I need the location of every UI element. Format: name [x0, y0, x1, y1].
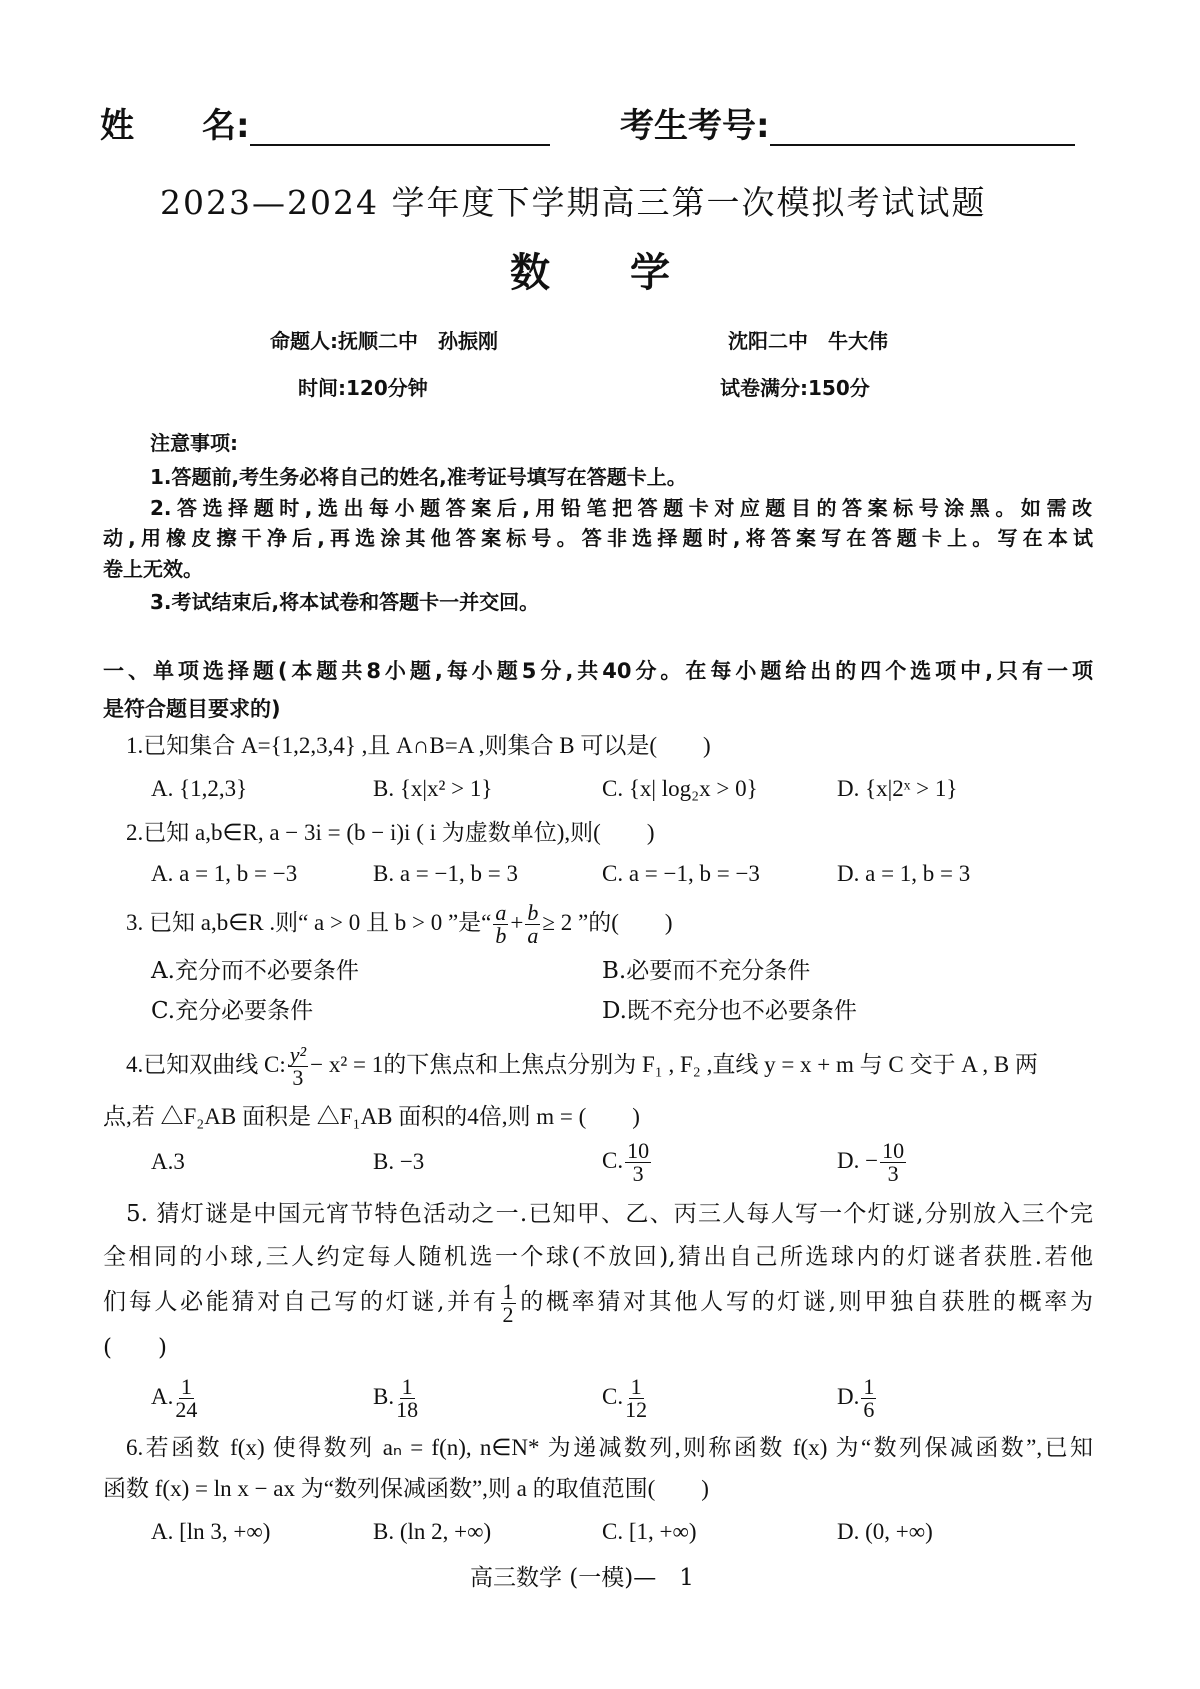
fraction [625, 1140, 651, 1185]
q6-option-a: A. [ln 3, +∞) [151, 1519, 271, 1544]
fraction [501, 1278, 516, 1327]
q3-option-a: A.充分而不必要条件 [151, 958, 359, 984]
denominator: a [527, 923, 539, 949]
q4-stem [126, 1041, 1038, 1089]
fraction [493, 902, 508, 947]
q3-text: 3. 已知 a,b∈R .则“ a > 0 且 b > 0 ”是“ [126, 910, 492, 935]
q6-line-2: 函数 f(x) = ln x − ax 为“数列保减函数”,则 a 的取值范围( ) [103, 1476, 709, 1501]
fraction [625, 1376, 647, 1421]
notes-title: 注意事项: [150, 431, 238, 455]
note-2c: 卷上无效。 [103, 557, 203, 581]
q4-text-end: − x² = 1的下焦点和上焦点分别为 F₁ , F₂ ,直线 y = x + m 与 C 交于 A , B 两 [310, 1052, 1038, 1077]
q2-option-d: D. a = 1, b = 3 [837, 861, 971, 886]
section-heading-cont: 是符合题目要求的) [103, 697, 281, 721]
numerator: 10 [882, 1138, 905, 1164]
fraction [288, 1044, 308, 1089]
q2-option-c: C. a = −1, b = −3 [602, 861, 760, 886]
exam-title: 2023—2024 学年度下学期高三第一次模拟考试试题 [160, 183, 987, 222]
numerator: 10 [627, 1138, 650, 1164]
option-label: B. [373, 1384, 395, 1409]
numerator: 1 [863, 1374, 875, 1400]
subject-title: 数 学 [510, 250, 670, 296]
q1-option-d: D. {x|2ˣ > 1} [837, 776, 958, 801]
q5-option-a [151, 1372, 199, 1422]
fraction [880, 1140, 906, 1185]
q3-option-b: B.必要而不充分条件 [602, 958, 811, 984]
q5-text: 们每人必能猜对自己写的灯谜,并有 [103, 1289, 499, 1315]
denominator: 3 [887, 1161, 899, 1187]
full-score: 试卷满分:150分 [720, 376, 870, 400]
numerator: 1 [180, 1374, 192, 1400]
denominator: 3 [292, 1065, 304, 1091]
numerator: 1 [401, 1374, 413, 1400]
q1-option-a: A. {1,2,3} [151, 776, 248, 801]
option-label: D. [837, 1384, 860, 1409]
q2-stem: 2.已知 a,b∈R, a − 3i = (b − i)i ( i 为虚数单位),则( ) [126, 820, 655, 845]
note-2b: 动,用橡皮擦干净后,再选涂其他答案标号。答非选择题时,将答案写在答题卡上。写在本试 [103, 526, 1093, 550]
numerator: y² [289, 1042, 307, 1068]
q5-option-c [602, 1372, 649, 1422]
name-field[interactable] [100, 106, 550, 146]
option-label: A. [151, 1384, 174, 1409]
option-label: C. [602, 1148, 624, 1173]
authors-left: 命题人:抚顺二中 孙振刚 [270, 329, 498, 353]
denominator: 2 [502, 1301, 514, 1327]
q6-option-d: D. (0, +∞) [837, 1519, 933, 1544]
q5-line-3 [103, 1278, 1093, 1326]
section-heading: 一、单项选择题(本题共8小题,每小题5分,共40分。在每小题给出的四个选项中,只有一项 [103, 659, 1093, 683]
id-blank[interactable] [770, 114, 1075, 146]
denominator: 6 [863, 1397, 875, 1423]
q6-line-1: 6.若函数 f(x) 使得数列 aₙ = f(n), n∈N* 为递减数列,则称函数 f(x) 为“数列保减函数”,已知 [126, 1435, 1093, 1460]
q4-option-a: A.3 [151, 1149, 185, 1174]
exam-time: 时间:120分钟 [298, 376, 428, 400]
q5-option-b [373, 1372, 420, 1422]
name-label: 姓 名: [100, 106, 250, 146]
q3-text-end: ≥ 2 ”的( ) [542, 910, 673, 935]
option-label: C. [602, 1384, 624, 1409]
q5-line-4: ( ) [103, 1335, 167, 1361]
fraction [525, 902, 540, 947]
page-footer: 高三数学 (一模)— 1 [470, 1565, 694, 1591]
note-1: 1.答题前,考生务必将自己的姓名,准考证号填写在答题卡上。 [150, 465, 687, 489]
q5-text-end: 的概率猜对其他人写的灯谜,则甲独自获胜的概率为 [517, 1289, 1094, 1315]
q5-line-1: 5. 猜灯谜是中国元宵节特色活动之一.已知甲、乙、丙三人每人写一个灯谜,分别放入三个完 [126, 1201, 1093, 1227]
id-field[interactable] [620, 106, 1075, 146]
numerator: a [495, 900, 507, 926]
q4-option-b: B. −3 [373, 1149, 425, 1174]
q5-option-d [837, 1372, 878, 1422]
q5-line-2: 全相同的小球,三人约定每人随机选一个球(不放回),猜出自己所选球内的灯谜者获胜.若他 [103, 1244, 1093, 1270]
plus-sign: + [510, 910, 524, 935]
name-blank[interactable] [250, 114, 550, 146]
numerator: b [527, 900, 539, 926]
q3-option-d: D.既不充分也不必要条件 [602, 998, 857, 1024]
q1-option-b: B. {x|x² > 1} [373, 776, 493, 801]
fraction [861, 1376, 876, 1421]
q4-stem-cont: 点,若 △F₂AB 面积是 △F₁AB 面积的4倍,则 m = ( ) [103, 1104, 640, 1129]
q6-option-c: C. [1, +∞) [602, 1519, 697, 1544]
fraction [175, 1376, 197, 1421]
q2-option-b: B. a = −1, b = 3 [373, 861, 518, 886]
denominator: 12 [625, 1397, 648, 1423]
denominator: 24 [175, 1397, 198, 1423]
q3-stem [126, 900, 673, 947]
q4-option-d [837, 1136, 908, 1186]
denominator: b [495, 923, 507, 949]
q1-stem: 1.已知集合 A={1,2,3,4} ,且 A∩B=A ,则集合 B 可以是( ) [126, 733, 711, 758]
q4-text: 4.已知双曲线 C: [126, 1052, 286, 1077]
q3-option-c: C.充分必要条件 [151, 998, 314, 1024]
id-label: 考生考号: [620, 106, 770, 146]
denominator: 3 [632, 1161, 644, 1187]
fraction [396, 1376, 418, 1421]
note-3: 3.考试结束后,将本试卷和答题卡一并交回。 [150, 590, 540, 614]
option-label: D. − [837, 1148, 879, 1173]
note-2a: 2.答选择题时,选出每小题答案后,用铅笔把答题卡对应题目的答案标号涂黑。如需改 [150, 496, 1092, 520]
numerator: 1 [502, 1278, 514, 1304]
q2-option-a: A. a = 1, b = −3 [151, 861, 298, 886]
q4-option-c [602, 1136, 653, 1186]
numerator: 1 [630, 1374, 642, 1400]
q6-option-b: B. (ln 2, +∞) [373, 1519, 492, 1544]
authors-right: 沈阳二中 牛大伟 [728, 329, 888, 353]
denominator: 18 [396, 1397, 419, 1423]
q1-option-c: C. {x| log₂x > 0} [602, 776, 758, 801]
